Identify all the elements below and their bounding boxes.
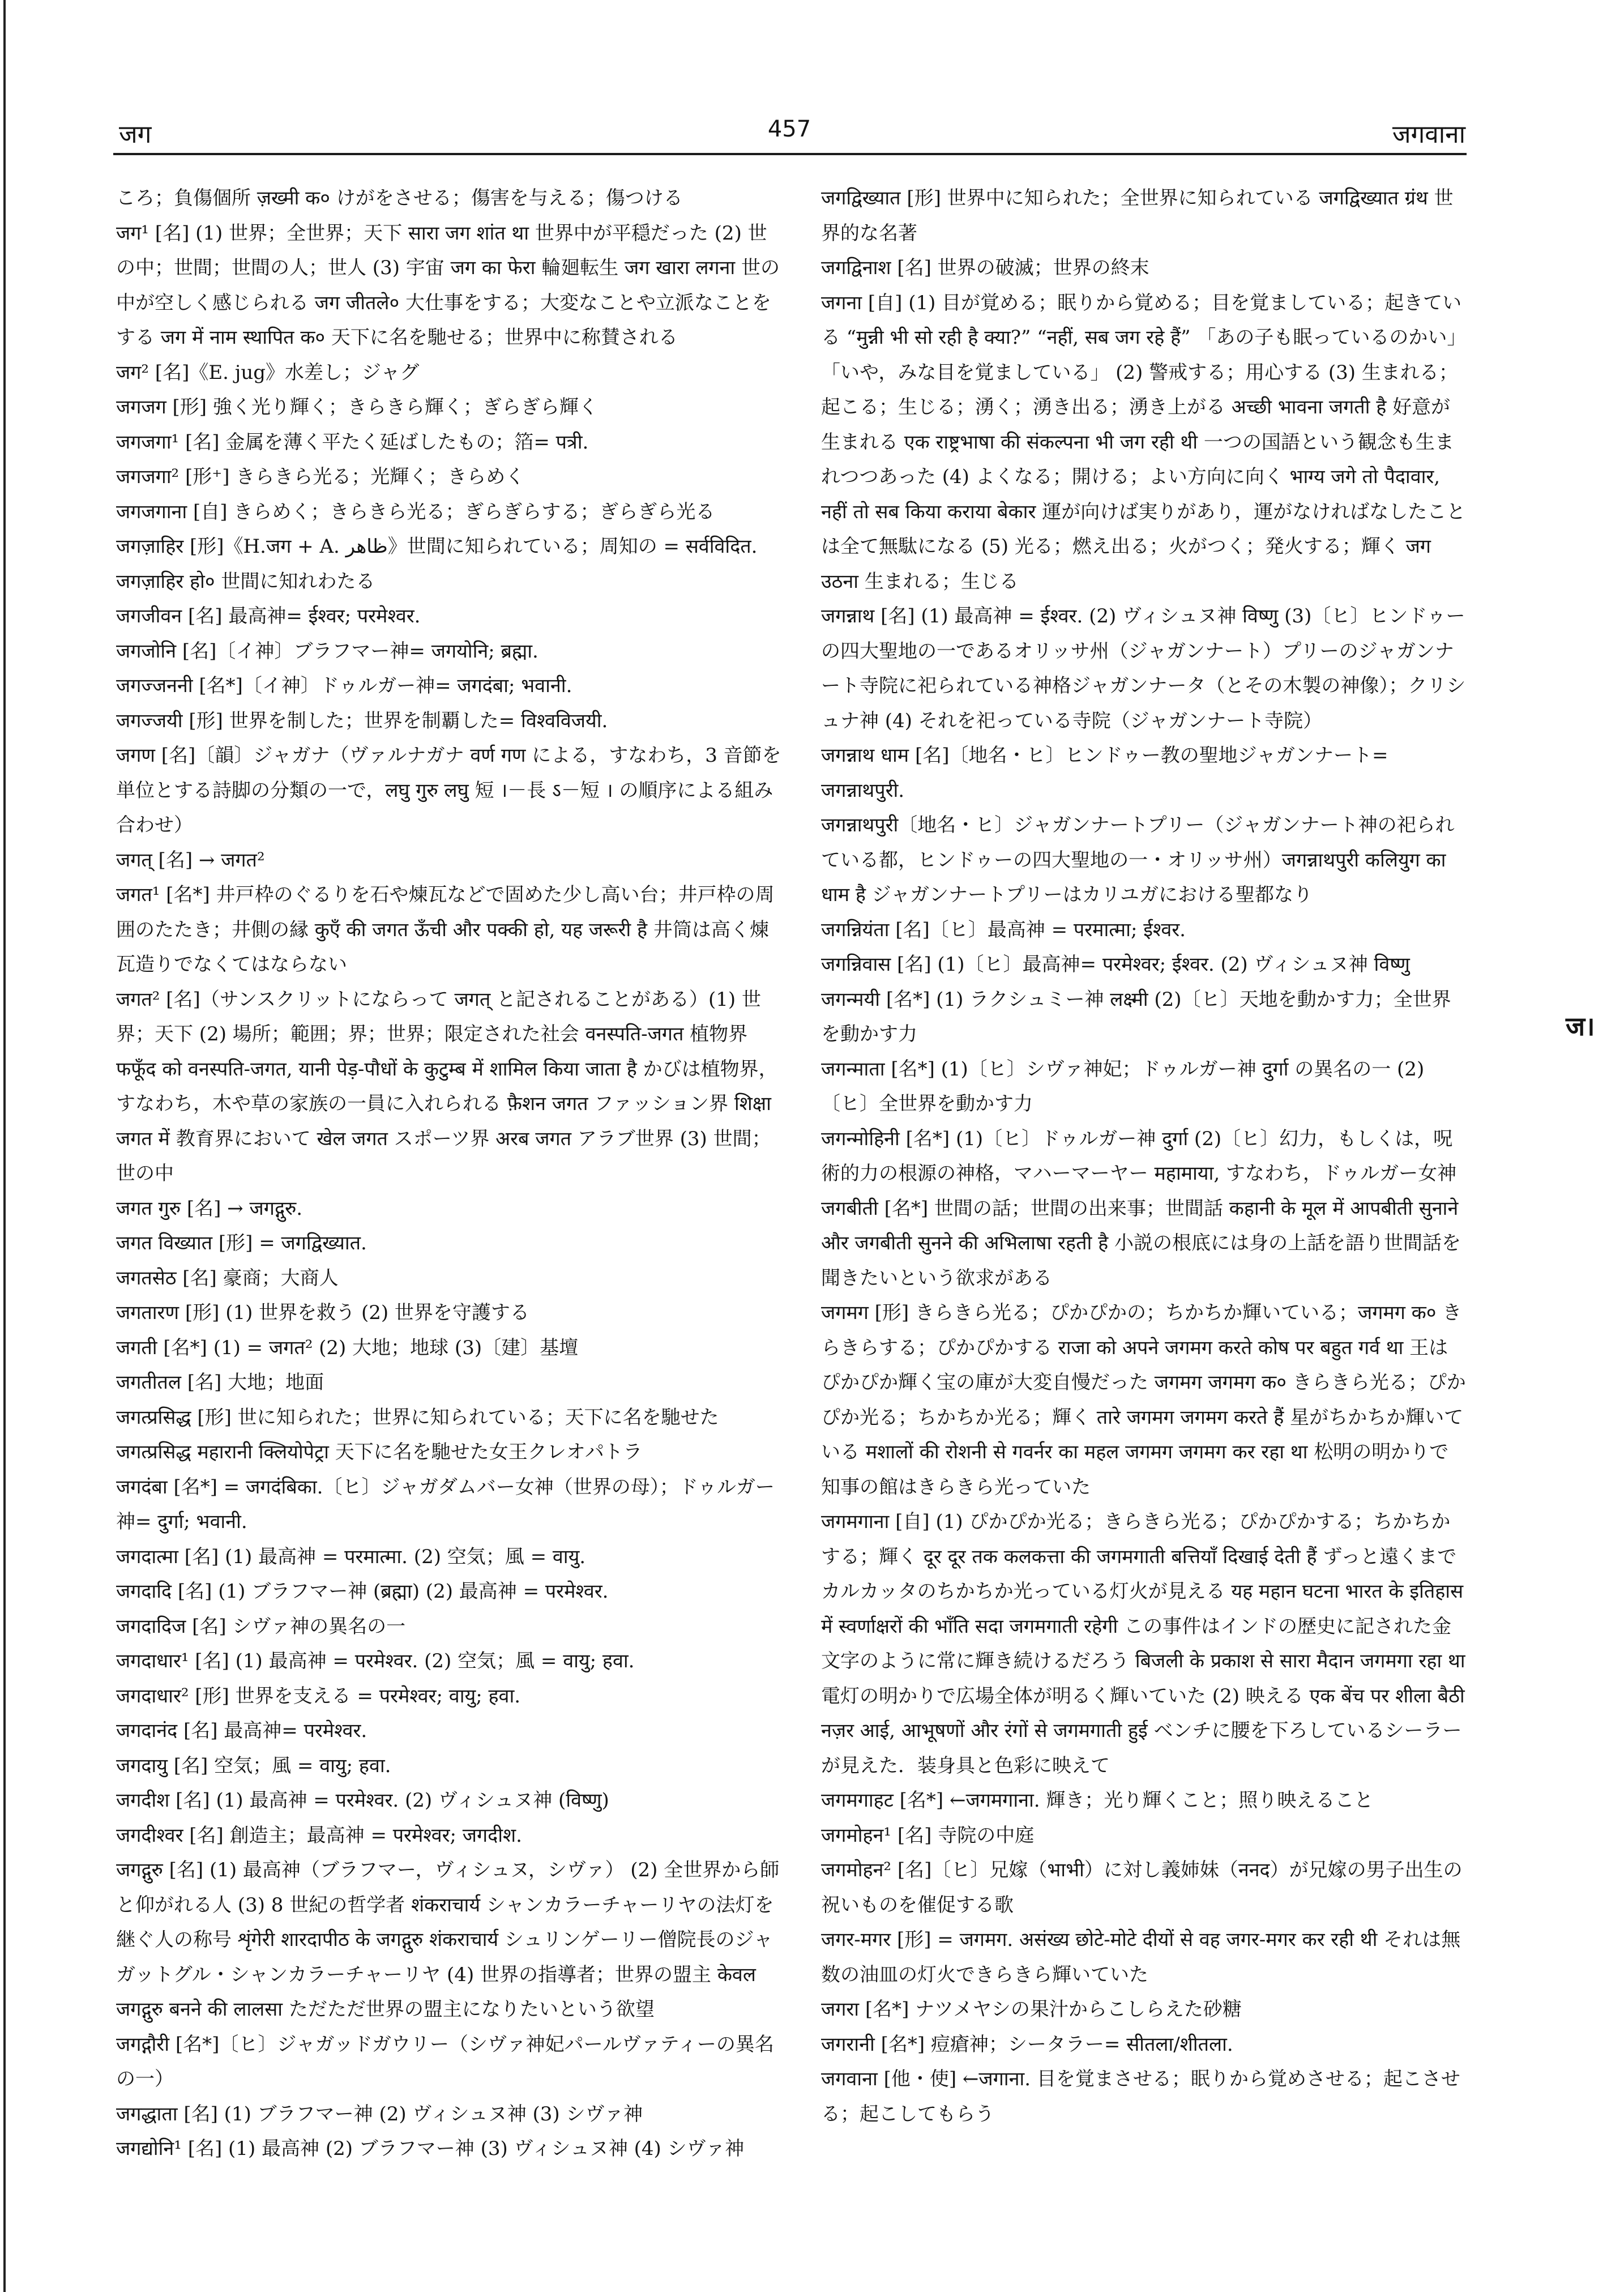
dictionary-entry: जगन्नाथ धाम [名]〔地名・ヒ〕ヒンドゥー教の聖地ジャガンナート= जगन्नाथपुरी. [821,744,1388,802]
dictionary-entry: जगमगाना [自] (1) ぴかぴか光る；きらきら光る；ぴかぴかする；ちかちかする；輝く दूर दूर तक कलकत्ता की जगमगाती बत्तियाँ दिखाई देती हैं ずっと遠くまでカルカッタのちかちか光っている灯火が見える यह महान घटना भारत के इतिहास में स्वर्णाक्षरों की भाँति सदा जगमगाती रहेगी この事件はインドの歴史に記された金文字のように常に輝き続けるだろう बिजली के प्रकाश से सारा मैदान जगमगा रहा था 電灯の明かりで広場全体が明るく輝いていた (2) 映える एक बेंच पर शीला बैठी नज़र आई, आभूषणों और रंगों से जगमगाती हुई ベンチに腰を下ろしているシーラーが見えた．装身具と色彩に映えて [821,1510,1465,1777]
dictionary-entry: जगदादिज [名] シヴァ神の異名の一 [116,1615,406,1638]
dictionary-entry: जगद्योनि¹ [名] (1) 最高神 (2) ブラフマー神 (3) ヴィシュヌ神 (4) シヴァ神 [116,2137,745,2160]
dictionary-entry: जगजगाना [自] きらめく；きらきら光る；ぎらぎらする；ぎらぎら光る [116,500,715,523]
left-guide-word: जग [119,120,152,149]
dictionary-entry: जगत्प्रसिद्ध [形] 世に知られた；世界に知られている；天下に名を馳せた जगत्प्रसिद्ध महारानी क्लियोपेट्रा 天下に名を馳せた女王クレオパトラ [116,1406,719,1463]
dictionary-entry: जगरानी [名*] 痘瘡神；シータラー= सीतला/शीतला. [821,2033,1233,2056]
dictionary-entry: जगतारण [形] (1) 世界を救う (2) 世界を守護する [116,1301,529,1324]
dictionary-entry: जगमगाहट [名*] ←जगमगाना. 輝き；光り輝くこと；照り映えること [821,1789,1374,1812]
dictionary-entry: जगद्धाता [名] (1) ブラフマー神 (2) ヴィシュヌ神 (3) シヴァ神 [116,2102,643,2125]
dictionary-entry: जगन्माता [名*] (1)〔ヒ〕シヴァ神妃；ドゥルガー神 दुर्गा の異名の一 (2)〔ヒ〕全世界を動かす力 [821,1057,1425,1115]
dictionary-entry: जगजग [形] 強く光り輝く；きらきら輝く；ぎらぎら輝く [116,396,598,419]
dictionary-entry: जगज्जननी [名*]〔イ神〕ドゥルガー神= जगदंबा; भवानी. [116,675,572,697]
dictionary-entry: जगदादि [名] (1) ブラフマー神 (ब्रह्मा) (2) 最高神 = परमेश्वर. [116,1580,609,1603]
dictionary-entry: जगदानंद [名] 最高神= परमेश्वर. [116,1719,367,1742]
dictionary-entry: जगबीती [名*] 世間の話；世間の出来事；世間話 कहानी के मूल में आपबीती सुनाने और जगबीती सुनने की अभिलाषा रहती है 小説の根底には身の上話を語り世間話を聞きたいという欲求がある [821,1197,1461,1290]
dictionary-entry: जगद्विनाश [名] 世界の破滅；世界の終末 [821,257,1149,279]
dictionary-entry: जगजोनि [名]〔イ神〕ブラフマー神= जगयोनि; ब्रह्मा. [116,639,539,663]
dictionary-entry: जगन्मोहिनी [名*] (1)〔ヒ〕ドゥルガー神 दुर्गा (2)〔ヒ〕幻力，もしくは，呪術的力の根源の神格，マハーマーヤー महामाया, すなわち，ドゥルガー女神 [821,1127,1457,1185]
header-rule [113,153,1467,155]
dictionary-entry: जगरा [名*] ナツメヤシの果汁からこしらえた砂糖 [821,1998,1242,2021]
dictionary-entry: जगजगा¹ [名] 金属を薄く平たく延ばしたもの；箔= पत्री. [116,430,589,454]
dictionary-entry: जगत् [名] → जगत² [116,848,265,872]
dictionary-entry: जगद्विख्यात [形] 世界中に知られた；全世界に知られている जगद्विख्यात ग्रंथ 世界的な名著 [821,187,1454,245]
dictionary-entry: जगतसेठ [名] 豪商；大商人 [116,1266,339,1290]
right-guide-word: जगवाना [1392,120,1465,149]
dictionary-entry: जगत¹ [名*] 井戸枠のぐるりを石や煉瓦などで固めた少し高い台；井戸枠の周囲のたたき；井側の縁 कुएँ की जगत ऊँची और पक्की हो, यह जरूरी है 井筒は高く煉瓦造りでなくてはならない [116,883,775,976]
dictionary-entry: जगदीश [名] (1) 最高神 = परमेश्वर. (2) ヴィシュヌ神 (विष्णु) [116,1789,609,1812]
thumb-index-tab: ज। [1566,1011,1595,1042]
dictionary-entry: जगमोहन¹ [名] 寺院の中庭 [821,1824,1035,1847]
dictionary-entry: जगमोहन² [名]〔ヒ〕兄嫁（भाभी）に対し義姉妹（ननद）が兄嫁の男子出生の祝いものを催促する歌 [821,1859,1463,1917]
binding-edge-line [3,0,6,2292]
dictionary-entry: जगदाधार² [形] 世界を支える = परमेश्वर; वायु; हवा. [116,1684,521,1708]
dictionary-entry: जगजगा² [形⁺] きらきら光る；光輝く；きらめく [116,466,525,488]
dictionary-entry: जगर-मगर [形] = जगमग. असंख्य छोटे-मोटे दीयों से वह जगर-मगर कर रही थी それは無数の油皿の灯火できらきら輝いていた [821,1928,1461,1986]
dictionary-entry: जगत विख्यात [形] = जगद्विख्यात. [116,1232,367,1254]
left-column [116,181,784,2248]
dictionary-entry: जगदाधार¹ [名] (1) 最高神 = परमेश्वर. (2) 空気；風 = वायु; हवा. [116,1650,635,1672]
dictionary-entry: जगन्नाथ [名] (1) 最高神 = ईश्वर. (2) ヴィシュヌ神 विष्णु (3)〔ヒ〕ヒンドゥーの四大聖地の一であるオリッサ州（ジャガンナート）プリーのジャガンナート寺院に祀られている神格ジャガンナータ（とその木製の神像）；クリシュナ神 (4) それを祀っている寺院（ジャガンナート寺院） [821,605,1466,732]
dictionary-entry: जगती [名*] (1) = जगत² (2) 大地；地球 (3)〔建〕基壇 [116,1336,579,1359]
dictionary-entry: जगजीवन [名] 最高神= ईश्वर; परमेश्वर. [116,605,421,628]
dictionary-entry: जगदीश्वर [名] 創造主；最高神 = परमेश्वर; जगदीश. [116,1824,522,1847]
dictionary-entry: जगत गुरु [名] → जगद्गुरु. [116,1197,303,1220]
dictionary-entry: जगदायु [名] 空気；風 = वायु; हवा. [116,1754,391,1777]
dictionary-entry: जगन्निवास [名] (1)〔ヒ〕最高神= परमेश्वर; ईश्वर. (2) ヴィシュヌ神 विष्णु [821,953,1410,976]
dictionary-entry: जगत² [名]（サンスクリットにならって जगत् と記されることがある）(1) 世界；天下 (2) 場所；範囲；界；世界；限定された社会 वनस्पति-जगत 植物界 फफूँद को वनस्पति-जगत, यानी पेड़-पौधों के कुटुम्ब में शामिल किया जाता है かびは植物界，すなわち，木や草の家族の一員に入れられる फ़ैशन जगत ファッション界 शिक्षा जगत में 教育界において खेल जगत スポーツ界 अरब जगत アラブ世界 (3) 世間；世の中 [116,988,778,1185]
dictionary-entry: जगना [自] (1) 目が覚める；眠りから覚める；目を覚ましている；起きている “मुन्नी भी सो रही है क्या?” “नहीं, सब जग रहे हैं” 「あの子も眠っているのかい」「いや，みな目を覚ましている」 (2) 警戒する；用心する (3) 生まれる；起こる；生じる；湧く；湧き出る；湧き上がる अच्छी भावना जगती है 好意が生まれる एक राष्ट्रभाषा की संकल्पना भी जग रही थी 一つの国語という観念も生まれつつあった (4) よくなる；開ける；よい方向に向く भाग्य जगे तो पैदावार, नहीं तो सब किया कराया बेकार 運が向けば実りがあり，運がなければなしたことは全て無駄になる (5) 光る；燃え出る；火がつく；発火する；輝く जग उठना 生まれる；生じる [821,291,1467,593]
dictionary-entry: जगण [名]〔韻〕ジャガナ（ヴァルナガナ वर्ण गण による，すなわち，3 音節を単位とする詩脚の分類の一で，लघु गुरु लघु 短 ।－長 ऽ－短 । の順序による組み合わせ） [116,744,781,836]
dictionary-entry: जग² [名]《E. jug》水差し；ジャグ [116,361,420,384]
page-number: 457 [767,116,811,142]
right-column [821,181,1467,2248]
dictionary-entry: जगद्गुरु [名] (1) 最高神（ブラフマー，ヴィシュヌ，シヴァ） (2) 全世界から師と仰がれる人 (3) 8 世紀の哲学者 शंकराचार्य シャンカラーチャーリヤの法灯を継ぐ人の称号 शृंगेरी शारदापीठ के जगद्गुरु शंकराचार्य シュリンゲーリー僧院長のジャガットグル・シャンカラーチャーリヤ (4) 世界の指導者；世界の盟主 केवल जगद्गुरु बनने की लालसा ただただ世界の盟主になりたいという欲望 [116,1859,780,2021]
dictionary-entry: जगदंबा [名*] = जगदंबिका.〔ヒ〕ジャガダムバー女神（世界の母）；ドゥルガー神= दुर्गा; भवानी. [116,1475,775,1533]
dictionary-entry: जगन्मयी [名*] (1) ラクシュミー神 लक्ष्मी (2)〔ヒ〕天地を動かす力；全世界を動かす力 [821,988,1451,1045]
dictionary-entry: जगदात्मा [名] (1) 最高神 = परमात्मा. (2) 空気；風 = वायु. [116,1545,586,1568]
dictionary-entry: जगन्नाथपुरी〔地名・ヒ〕ジャガンナートプリー（ジャガンナート神の祀られている都，ヒンドゥーの四大聖地の一・オリッサ州）जगन्नाथपुरी कलियुग का धाम है ジャガンナートプリーはカリユガにおける聖都なり [821,814,1455,906]
dictionary-entry: जगज़ाहिर [形]《H.जग + A. ظاهر》世間に知られている；周知の = सर्वविदित. जगज़ाहिर हो० 世間に知れわたる [116,535,758,593]
dictionary-entry: ころ；負傷個所 ज़ख्मी क० けがをさせる；傷害を与える；傷つける [116,187,683,210]
dictionary-entry: जगवाना [他・使] ←जगाना. 目を覚まさせる；眠りから覚めさせる；起こさせる；起こしてもらう [821,2068,1460,2125]
dictionary-entry: जग¹ [名] (1) 世界；全世界；天下 सारा जग शांत था 世界中が平穏だった (2) 世の中；世間；世間の人；世人 (3) 宇宙 जग का फेरा 輪廻転生 जग खारा लगना 世の中が空しく感じられる जग जीतले० 大仕事をする；大変なことや立派なことをする जग में नाम स्थापित क० 天下に名を馳せる；世界中に称賛される [116,221,780,349]
dictionary-entry: जगतीतल [名] 大地；地面 [116,1371,324,1394]
dictionary-entry: जगद्गौरी [名*]〔ヒ〕ジャガッドガウリー（シヴァ神妃パールヴァティーの異名の一） [116,2033,774,2090]
dictionary-entry: जगमग [形] きらきら光る；ぴかぴかの；ちかちか輝いている；जगमग क० きらきらする；ぴかぴかする राजा को अपने जगमग करते कोष पर बहुत गर्व था 王はぴかぴか輝く宝の庫が大変自慢だった जगमग जगमग क० きらきら光る；ぴかぴか光る；ちかちか光る；輝く तारे जगमग जगमग करते हैं 星がちかちか輝いている मशालों की रोशनी से गवर्नर का महल जगमग जगमग कर रहा था 松明の明かりで知事の館はきらきら光っていた [821,1301,1466,1499]
dictionary-entry: जगन्नियंता [名]〔ヒ〕最高神 = परमात्मा; ईश्वर. [821,918,1186,941]
dictionary-entry: जगज्जयी [形] 世界を制した；世界を制覇した= विश्वविजयी. [116,709,608,732]
